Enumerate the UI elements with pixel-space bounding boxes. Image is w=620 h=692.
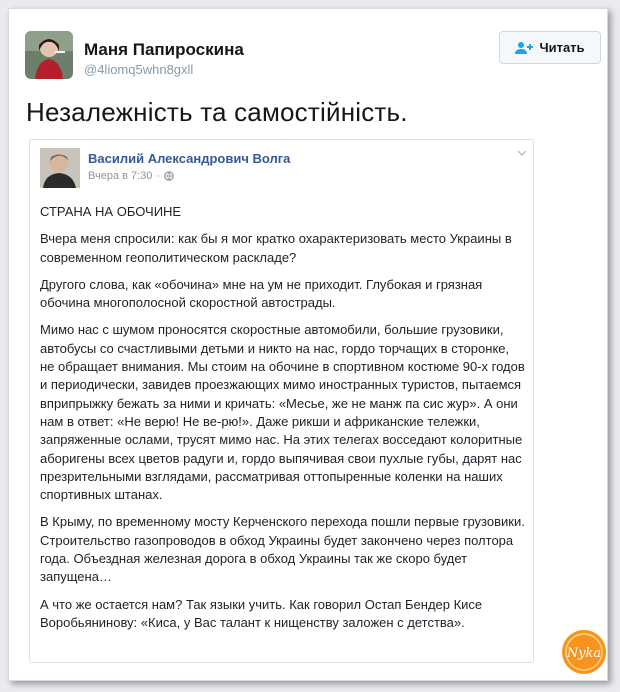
fb-post-heading: СТРАНА НА ОБОЧИНЕ — [40, 204, 182, 219]
fb-post-paragraph: Вчера меня спросили: как бы я мог кратко охарактеризовать место Украины в современном геополитическом раскладе? — [40, 231, 512, 265]
fb-post-body — [40, 203, 527, 641]
fb-separator: · — [156, 170, 161, 182]
fb-post-paragraph: В Крыму, по временному мосту Керченского перехода пошли первые грузовики. Строительство газопроводов в обход Украины будет закончено через полтора года. Объездная железная дорога в обход Украины так же скоро будет запущена… — [40, 514, 525, 585]
chevron-down-icon[interactable] — [517, 148, 527, 159]
fb-post-paragraph: А что же остается нам? Так языки учить. Как говорил Остап Бендер Кисе Воробьянинову: «Киса, у Вас талант к нищенству заложен с детства». — [40, 596, 483, 630]
svg-text:Nyka: Nyka — [566, 646, 602, 661]
fb-post-paragraph: Другого слова, как «обочина» мне на ум не приходит. Глубокая и грязная обочина многополосной скоростной автострады. — [40, 276, 483, 311]
author-handle[interactable]: @4liomq5whn8gxll — [84, 62, 194, 77]
facebook-post-card — [29, 139, 534, 663]
add-user-icon — [515, 41, 533, 55]
fb-post-paragraph: Мимо нас с шумом проносятся скоростные автомобили, большие грузовики, автобусы со счастливыми детьми и никто на нас, гордо торчащих в сторонке, не обращает внимания. Мы стоим на обочине в спортивном костюме 90-х годов и периодически, завидев проезжающих мимо иностранных туристов, пытаемся вприпрыжку бежать за ними и кричать: «Месье, же не манж па сис жур». А они нам в ответ: «Не верю! Не ве-рю!». Даже рикши и африканские тележки, запряженные ослами, трусят мимо нас. На этих телегах восседают колоритные аборигены всех цветов радуги и, гордо выпячивая свои пухлые губы, дарят нас презрительными взглядами, рассматривая оттопыренные коленки на наших спортивных штанах. — [40, 322, 525, 503]
watermark-logo — [561, 629, 607, 675]
tweet-card — [8, 8, 608, 681]
follow-button-label: Читать — [539, 40, 585, 55]
globe-icon — [164, 171, 174, 181]
author-avatar[interactable] — [25, 31, 73, 79]
follow-button[interactable] — [499, 31, 601, 64]
fb-author-name[interactable]: Василий Александрович Волга — [88, 151, 291, 166]
fb-timestamp[interactable]: Вчера в 7:30 — [88, 170, 153, 182]
fb-author-avatar[interactable] — [40, 148, 80, 188]
author-name[interactable]: Маня Папироскина — [84, 40, 244, 59]
tweet-text: Незалежність та самостійність. — [26, 97, 408, 127]
fb-post-meta — [88, 170, 174, 182]
